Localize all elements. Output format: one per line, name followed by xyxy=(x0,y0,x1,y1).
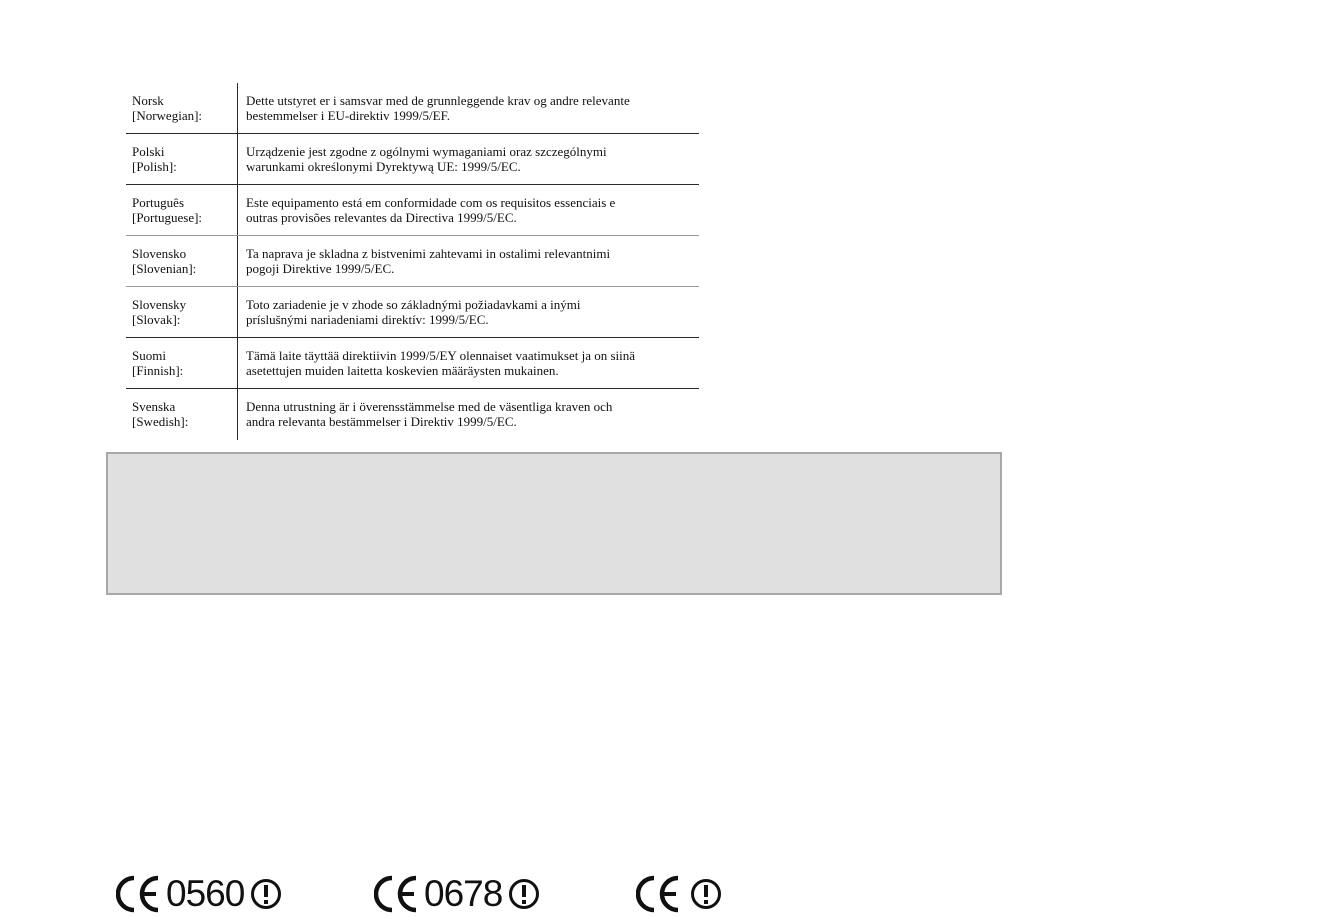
declaration-row-slovenian xyxy=(126,236,699,287)
language-english-name: [Slovenian]: xyxy=(132,261,197,276)
declaration-text xyxy=(238,83,699,133)
alert-icon xyxy=(250,878,282,910)
declaration-line-2: príslušnými nariadeniami direktív: 1999/5/EC. xyxy=(246,312,489,327)
notified-body-number: 0560 xyxy=(166,873,245,914)
language-cell xyxy=(126,338,238,388)
language-cell xyxy=(126,236,238,286)
ce-mark-plain xyxy=(636,872,722,916)
language-name: Suomi xyxy=(132,348,166,363)
language-english-name: [Swedish]: xyxy=(132,414,189,429)
language-cell xyxy=(126,83,238,133)
declaration-text xyxy=(238,287,699,337)
language-cell xyxy=(126,185,238,235)
declaration-line-1: Este equipamento está em conformidade com os requisitos essenciais e xyxy=(246,195,616,210)
declaration-line-2: outras provisões relevantes da Directiva 1999/5/EC. xyxy=(246,210,517,225)
declaration-line-2: bestemmelser i EU-direktiv 1999/5/EF. xyxy=(246,108,451,123)
notified-body-number: 0678 xyxy=(424,873,503,914)
declaration-line-1: Dette utstyret er i samsvar med de grunnleggende krav og andre relevante xyxy=(246,93,630,108)
declaration-row-portuguese xyxy=(126,185,699,236)
declaration-text xyxy=(238,338,699,388)
declaration-text xyxy=(238,236,699,286)
declaration-table xyxy=(126,83,699,440)
language-name: Slovensky xyxy=(132,297,187,312)
language-name: Português xyxy=(132,195,184,210)
gray-note-panel xyxy=(106,452,1002,595)
declaration-row-finnish xyxy=(126,338,699,389)
ce-logo-icon xyxy=(636,874,684,914)
declaration-line-1: Toto zariadenie je v zhode so základnými požiadavkami a inými xyxy=(246,297,581,312)
declaration-line-2: pogoji Direktive 1999/5/EC. xyxy=(246,261,395,276)
language-name: Norsk xyxy=(132,93,164,108)
language-english-name: [Norwegian]: xyxy=(132,108,203,123)
language-cell xyxy=(126,287,238,337)
language-name: Slovensko xyxy=(132,246,187,261)
declaration-text xyxy=(238,185,699,235)
declaration-row-norwegian xyxy=(126,83,699,134)
alert-icon xyxy=(690,878,722,910)
declaration-line-1: Ta naprava je skladna z bistvenimi zahtevami in ostalimi relevantnimi xyxy=(246,246,611,261)
ce-logo-icon xyxy=(374,874,422,914)
language-english-name: [Portuguese]: xyxy=(132,210,203,225)
declaration-line-1: Denna utrustning är i överensstämmelse med de väsentliga kraven och xyxy=(246,399,613,414)
declaration-line-2: asetettujen muiden laitetta koskevien määräysten mukainen. xyxy=(246,363,559,378)
language-english-name: [Polish]: xyxy=(132,159,177,174)
ce-mark-0560 xyxy=(116,872,282,916)
ce-logo-icon xyxy=(116,874,164,914)
ce-mark-0678 xyxy=(374,872,540,916)
declaration-text xyxy=(238,134,699,184)
declaration-line-1: Urządzenie jest zgodne z ogólnymi wymaganiami oraz szczególnymi xyxy=(246,144,607,159)
language-cell xyxy=(126,389,238,440)
declaration-text xyxy=(238,389,699,440)
declaration-line-2: andra relevanta bestämmelser i Direktiv 1999/5/EC. xyxy=(246,414,517,429)
declaration-row-swedish xyxy=(126,389,699,440)
language-name: Svenska xyxy=(132,399,176,414)
declaration-row-polish xyxy=(126,134,699,185)
language-cell xyxy=(126,134,238,184)
language-english-name: [Slovak]: xyxy=(132,312,181,327)
language-name: Polski xyxy=(132,144,165,159)
language-english-name: [Finnish]: xyxy=(132,363,184,378)
declaration-row-slovak xyxy=(126,287,699,338)
declaration-line-2: warunkami określonymi Dyrektywą UE: 1999/5/EC. xyxy=(246,159,521,174)
declaration-line-1: Tämä laite täyttää direktiivin 1999/5/EY olennaiset vaatimukset ja on siinä xyxy=(246,348,636,363)
alert-icon xyxy=(508,878,540,910)
